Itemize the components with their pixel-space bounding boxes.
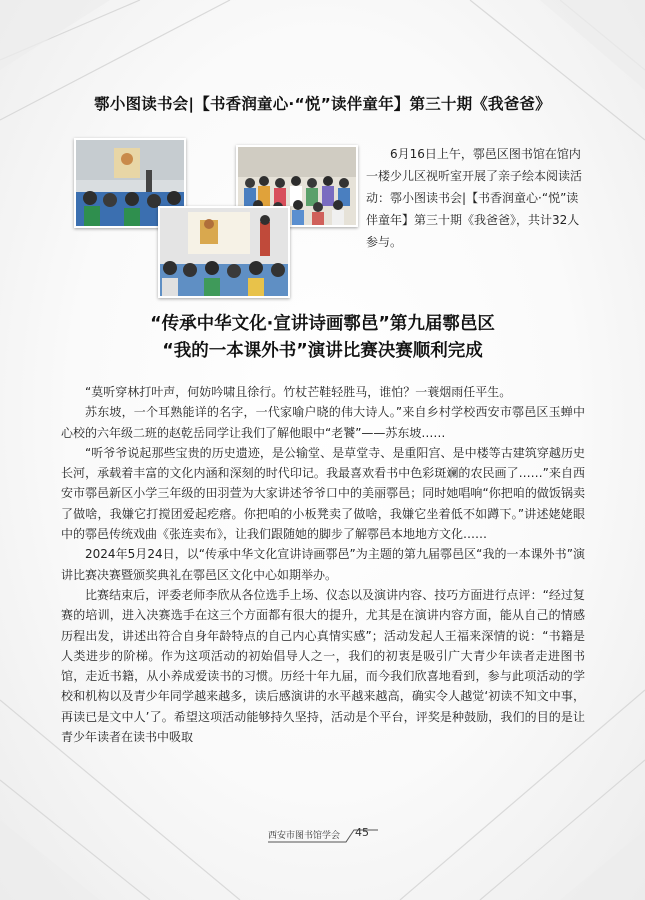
article-body [61,382,585,747]
article-paragraph: 苏东坡，一个耳熟能详的名字，一代家喻户晓的伟大诗人。”来自乡村学校西安市鄠邑区玉蝉中心校的六年级二班的赵乾岳同学让我们了解他眼中“老饕”——苏东坡…… [61,405,585,440]
page-header-title: 鄠小图读书会|【书香润童心·“悦”读伴童年】第三十期《我爸爸》 [94,95,551,113]
article-paragraph: 2024年5月24日，以“传承中华文化宣讲诗画鄠邑”为主题的第九届鄠邑区“我的一本课外书”演讲比赛决赛暨颁奖典礼在鄠邑区文化中心如期举办。 [61,547,585,582]
page-number: 45 [355,826,369,839]
footer-publication: 西安市图书馆学会 [268,831,341,841]
activity-photo-presentation [158,206,290,298]
article-title [0,311,645,365]
activity-intro [366,143,584,253]
article-paragraph: “听爷爷说起那些宝贵的历史遗迹，是公输堂、是草堂寺、是重阳宫、是中楼等古建筑穿越历史长河，承载着丰富的文化内涵和深刻的时代印记。我最喜欢看书中色彩斑斓的农民画了……”来自西安市鄠邑新区小学三年级的田羽萱为大家讲述爷爷口中的美丽鄠邑；同时她唱响“你把咱的做饭锅卖了做啥，我嫌它打搅团爱起疙瘩。你把咱的小板凳卖了做啥，我嫌它坐着低不如蹲下。”讲述姥姥眼中的鄠邑传统戏曲《张连卖布》，让我们跟随她的脚步了解鄠邑本地地方文化…… [61,445,585,542]
article-title-line-1: “传承中华文化·宣讲诗画鄠邑”第九届鄠邑区 [150,314,495,334]
article-paragraph: “莫听穿林打叶声，何妨吟啸且徐行。竹杖芒鞋轻胜马，谁怕？一蓑烟雨任平生。 [85,385,512,399]
article-paragraph: 比赛结束后，评委老师李欣从各位选手上场、仪态以及演讲内容、技巧方面进行点评：“经过复赛的培训，进入决赛选手在这三个方面都有很大的提升，尤其是在演讲内容方面，能从自己的情感历程出发，讲述出符合自身年龄特点的自己内心真情实感”；活动发起人王福来深情的说：“书籍是人类进步的阶梯。作为这项活动的初始倡导人之一，我们的初衷是吸引广大青少年读者走进图书馆，走近书籍，从小养成爱读书的习惯。历经十年九届，而今我们欣喜地看到，参与此项活动的学校和机构以及青少年同学越来越多，读后感演讲的水平越来越高，确实令人越觉‘初读不知文中事，再读已是文中人’了。希望这项活动能够持久坚持，活动是个平台，评奖是种鼓励，我们的目的是让青少年读者在读书中吸取 [61,587,585,745]
activity-intro-text: 6月16日上午，鄠邑区图书馆在馆内一楼少儿区视听室开展了亲子绘本阅读活动：鄠小图读书会|【书香润童心·“悦”读伴童年】第三十期《我爸爸》，共计32人参与。 [366,147,583,249]
page-footer [268,826,388,844]
article-title-line-2: “我的一本课外书”演讲比赛决赛顺利完成 [162,341,483,361]
